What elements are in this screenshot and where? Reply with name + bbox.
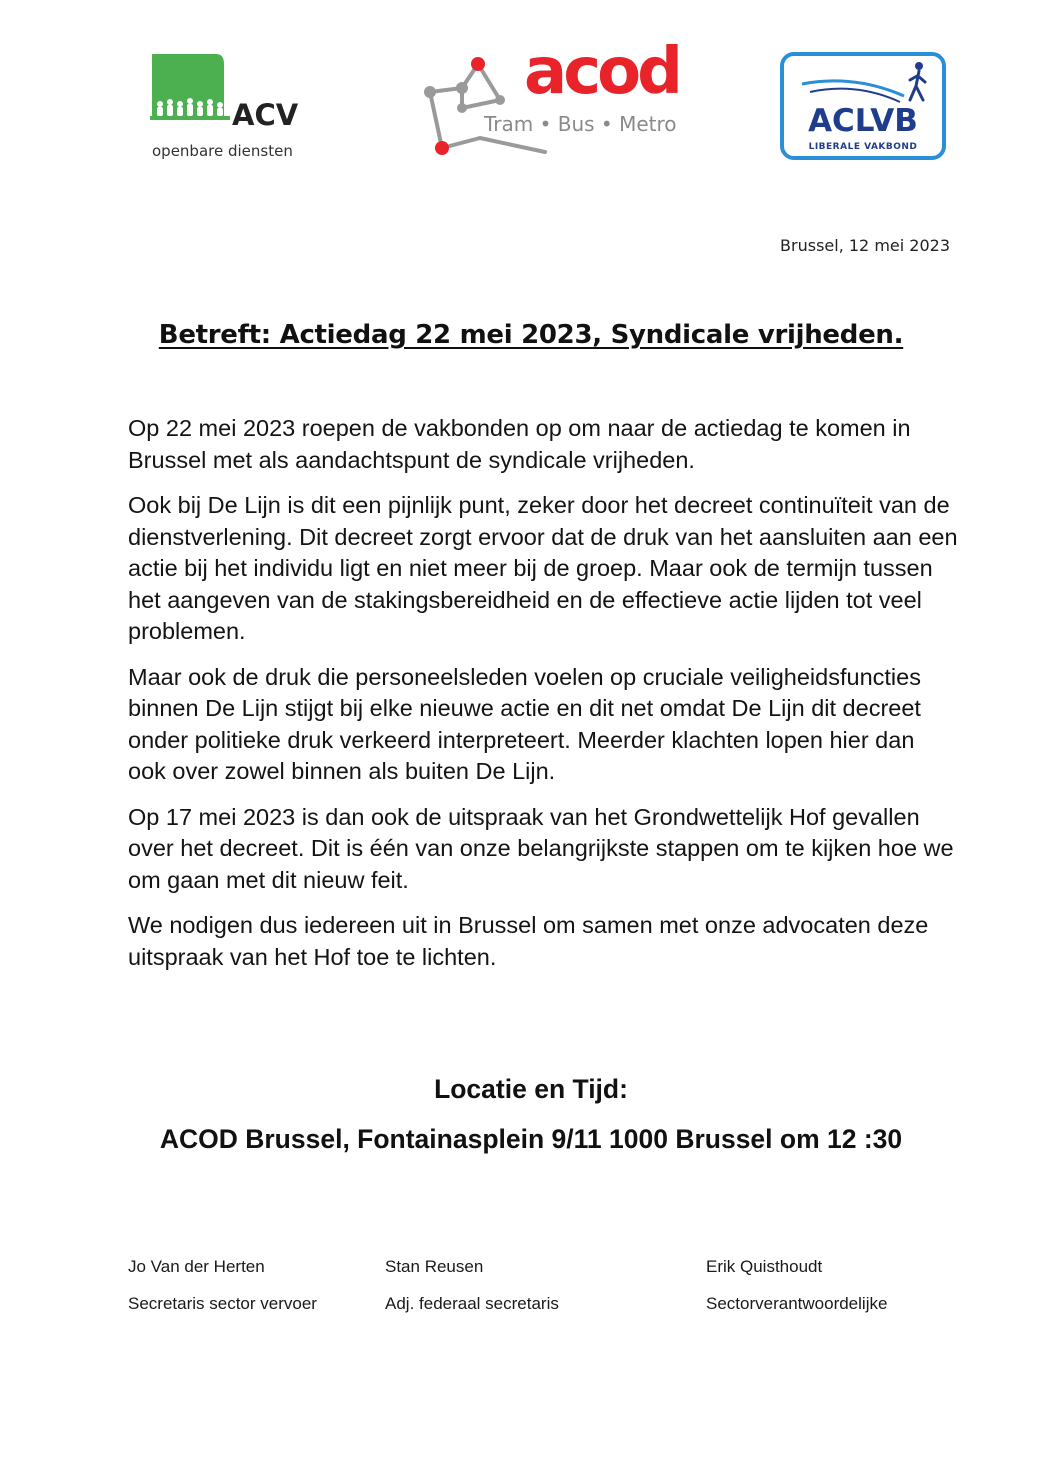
acod-logo-subtitle: Tram • Bus • Metro	[484, 112, 677, 136]
aclvb-logo-name: ACLVB	[808, 103, 918, 139]
body-paragraph: Maar ook de druk die personeelsleden voelen op cruciale veiligheidsfuncties binnen De Lijn stijgt bij elke nieuwe actie en dit net omdat De Lijn dit decreet onder politieke druk verkeerd interpreteert. Meerder klachten lopen hier dan ook over zowel binnen als buiten De Lijn.	[128, 663, 921, 784]
letter-body	[128, 413, 958, 987]
body-paragraph: Op 17 mei 2023 is dan ook de uitspraak van het Grondwettelijk Hof gevallen over het decreet. Dit is één van onze belangrijkste stappen om te kijken hoe we om gaan met dit nieuw feit.	[128, 803, 954, 893]
body-paragraph: Op 22 mei 2023 roepen de vakbonden op om naar de actiedag te komen in Brussel met als aandachtspunt de syndicale vrijheden.	[128, 415, 911, 473]
aclvb-runner-icon	[784, 56, 942, 106]
letter-subject: Betreft: Actiedag 22 mei 2023, Syndicale vrijheden.	[158, 320, 904, 350]
signatory-role: Sectorverantwoordelijke	[706, 1294, 888, 1313]
aclvb-logo-subtitle: LIBERALE VAKBOND	[808, 142, 918, 152]
signatory-role: Adj. federaal secretaris	[385, 1294, 559, 1313]
signatory-name: Jo Van der Herten	[128, 1257, 265, 1276]
letter-date: Brussel, 12 mei 2023	[780, 236, 950, 255]
acv-logo-mark-icon	[150, 54, 230, 126]
body-paragraph: We nodigen dus iedereen uit in Brussel om samen met onze advocaten deze uitspraak van het Hof toe te lichten.	[128, 912, 929, 970]
signatory-role: Secretaris sector vervoer	[128, 1294, 317, 1313]
acod-logo	[420, 35, 679, 165]
acv-logo	[150, 54, 310, 164]
signatory-name: Stan Reusen	[385, 1257, 484, 1276]
signatory	[385, 1257, 559, 1314]
location-heading: Locatie en Tijd:	[434, 1074, 628, 1104]
location-value: ACOD Brussel, Fontainasplein 9/11 1000 Brussel om 12 :30	[159, 1124, 903, 1154]
signatory-name: Erik Quisthoudt	[706, 1257, 823, 1276]
signatory	[128, 1257, 317, 1314]
acv-logo-subtitle: openbare diensten	[152, 142, 293, 160]
signatory	[706, 1257, 887, 1314]
aclvb-logo	[780, 52, 946, 160]
body-paragraph: Ook bij De Lijn is dit een pijnlijk punt, zeker door het decreet continuïteit van de dienstverlening. Dit decreet zorgt ervoor dat de druk van het aansluiten aan een actie bij het individu ligt en niet meer bij de groep. Maar ook de termijn tussen het aangeven van de stakingsbereidheid en de effectieve actie lijden tot veel problemen.	[128, 492, 958, 644]
acod-logo-name: acod	[524, 35, 679, 109]
acv-logo-name: ACV	[232, 98, 299, 132]
